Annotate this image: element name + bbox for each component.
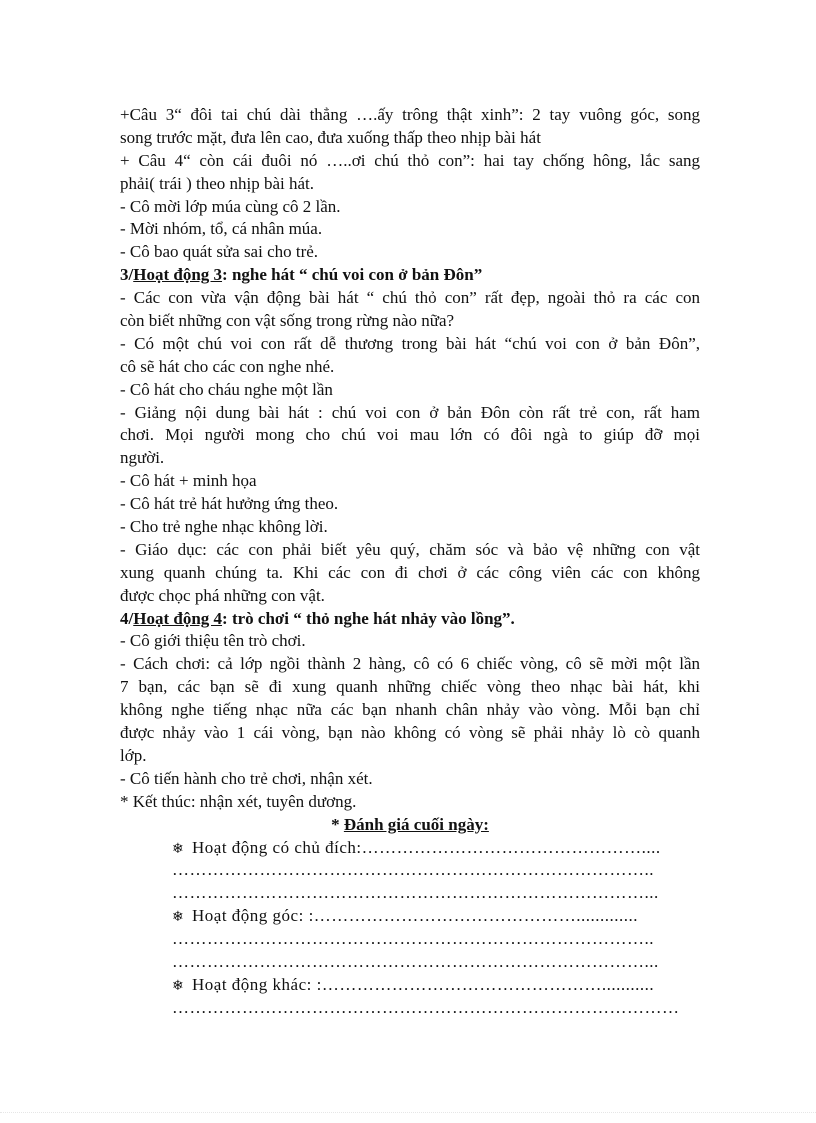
text-line: chơi. Mọi người mong cho chú voi mau lớn có đôi ngà to giúp đỡ mọi [120,425,700,445]
snowflake-icon: ❄ [172,840,184,857]
evaluation-blank-line: ……………………………………………………………………….. [172,929,654,949]
heading-activity-4 [120,608,700,631]
heading-activity-3 [120,264,700,287]
text-line: - Cho trẻ nghe nhạc không lời. [120,517,328,537]
evaluation-blank-line: ………………………………………………………………………... [172,951,659,971]
text-line: - Cách chơi: cả lớp ngồi thành 2 hàng, cô có 6 chiếc vòng, cô sẽ mời một lần [120,654,700,674]
evaluation-label: Hoạt động góc: :………………………………………............. [192,906,639,926]
text-line: cô sẽ hát cho các con nghe nhé. [120,356,335,376]
text-line: - Cô hát + minh họa [120,471,257,491]
text-line: còn biết những con vật sống trong rừng nào nữa? [120,311,455,331]
snowflake-icon: ❄ [172,977,184,994]
text-line: không nghe tiếng nhạc nữa các bạn nhanh chân nhảy vào vòng. Mỗi bạn chỉ [120,700,700,720]
text-line: phải( trái ) theo nhịp bài hát. [120,173,315,193]
text-line: song trước mặt, đưa lên cao, đưa xuống thấp theo nhịp bài hát [120,127,541,147]
heading-label: Hoạt động 3 [133,265,223,285]
page-bottom-divider [0,1112,816,1113]
evaluation-label: Hoạt động có chủ đích:………………………………………….... [192,837,661,857]
heading-prefix: 4/ [120,608,134,628]
evaluation-blank-line: …………………………………………………………………………… [172,997,680,1017]
text-line: - Cô hát cho cháu nghe một lần [120,379,333,399]
evaluation-item-directed-activity [120,837,700,860]
document-page [120,104,700,1020]
evaluation-label: Hoạt động khác: :…………………………………………........... [192,974,655,994]
heading-text: : nghe hát “ chú voi con ở bản Đôn” [222,265,483,285]
text-line: - Mời nhóm, tổ, cá nhân múa. [120,219,323,239]
text-line: - Cô tiến hành cho trẻ chơi, nhận xét. [120,768,373,788]
text-line: lớp. [120,745,147,765]
evaluation-title: Đánh giá cuối ngày: [343,814,489,834]
text-line: - Cô hát trẻ hát hưởng ứng theo. [120,494,339,514]
text-line: người. [120,448,165,468]
text-line: được nhảy vào 1 cái vòng, bạn nào không có vòng sẽ phải nhảy lò cò quanh [120,723,700,743]
text-line: * Kết thúc: nhận xét, tuyên dương. [120,791,357,811]
evaluation-item-other-activity [120,974,700,997]
evaluation-item-corner-activity [120,905,700,928]
text-line: - Cô mời lớp múa cùng cô 2 lần. [120,196,341,216]
text-line: - Có một chú voi con rất dễ thương trong bài hát “chú voi con ở bản Đôn”, [120,333,700,353]
text-line: - Cô giới thiệu tên trò chơi. [120,631,306,651]
evaluation-blank-line: ………………………………………………………………………... [172,883,659,903]
text-line: được chọc phá những con vật. [120,585,325,605]
text-line: + Câu 4“ còn cái đuôi nó …..ơi chú thỏ con”: hai tay chống hông, lắc sang [120,150,700,170]
evaluation-star: * [331,814,344,834]
evaluation-heading [120,814,700,837]
heading-text: : trò chơi “ thỏ nghe hát nhảy vào lồng”. [222,608,515,628]
text-line: - Giáo dục: các con phải biết yêu quý, chăm sóc và bảo vệ những con vật [120,539,700,559]
snowflake-icon: ❄ [172,909,184,926]
heading-label: Hoạt động 4 [133,608,223,628]
text-line: - Giảng nội dung bài hát : chú voi con ở bản Đôn còn rất trẻ con, rất ham [120,402,700,422]
text-line: xung quanh chúng ta. Khi các con đi chơi ở các công viên các con không [120,562,700,582]
text-line: - Cô bao quát sửa sai cho trẻ. [120,242,319,262]
evaluation-blank-line: ……………………………………………………………………….. [172,860,654,880]
text-line: +Câu 3“ đôi tai chú dài thẳng ….ấy trông thật xinh”: 2 tay vuông góc, song [120,105,700,124]
text-line: 7 bạn, các bạn sẽ đi xung quanh những chiếc vòng theo nhạc bài hát, khi [120,677,700,697]
text-line: - Các con vừa vận động bài hát “ chú thỏ con” rất đẹp, ngoài thỏ ra các con [120,288,700,308]
heading-prefix: 3/ [120,265,134,285]
